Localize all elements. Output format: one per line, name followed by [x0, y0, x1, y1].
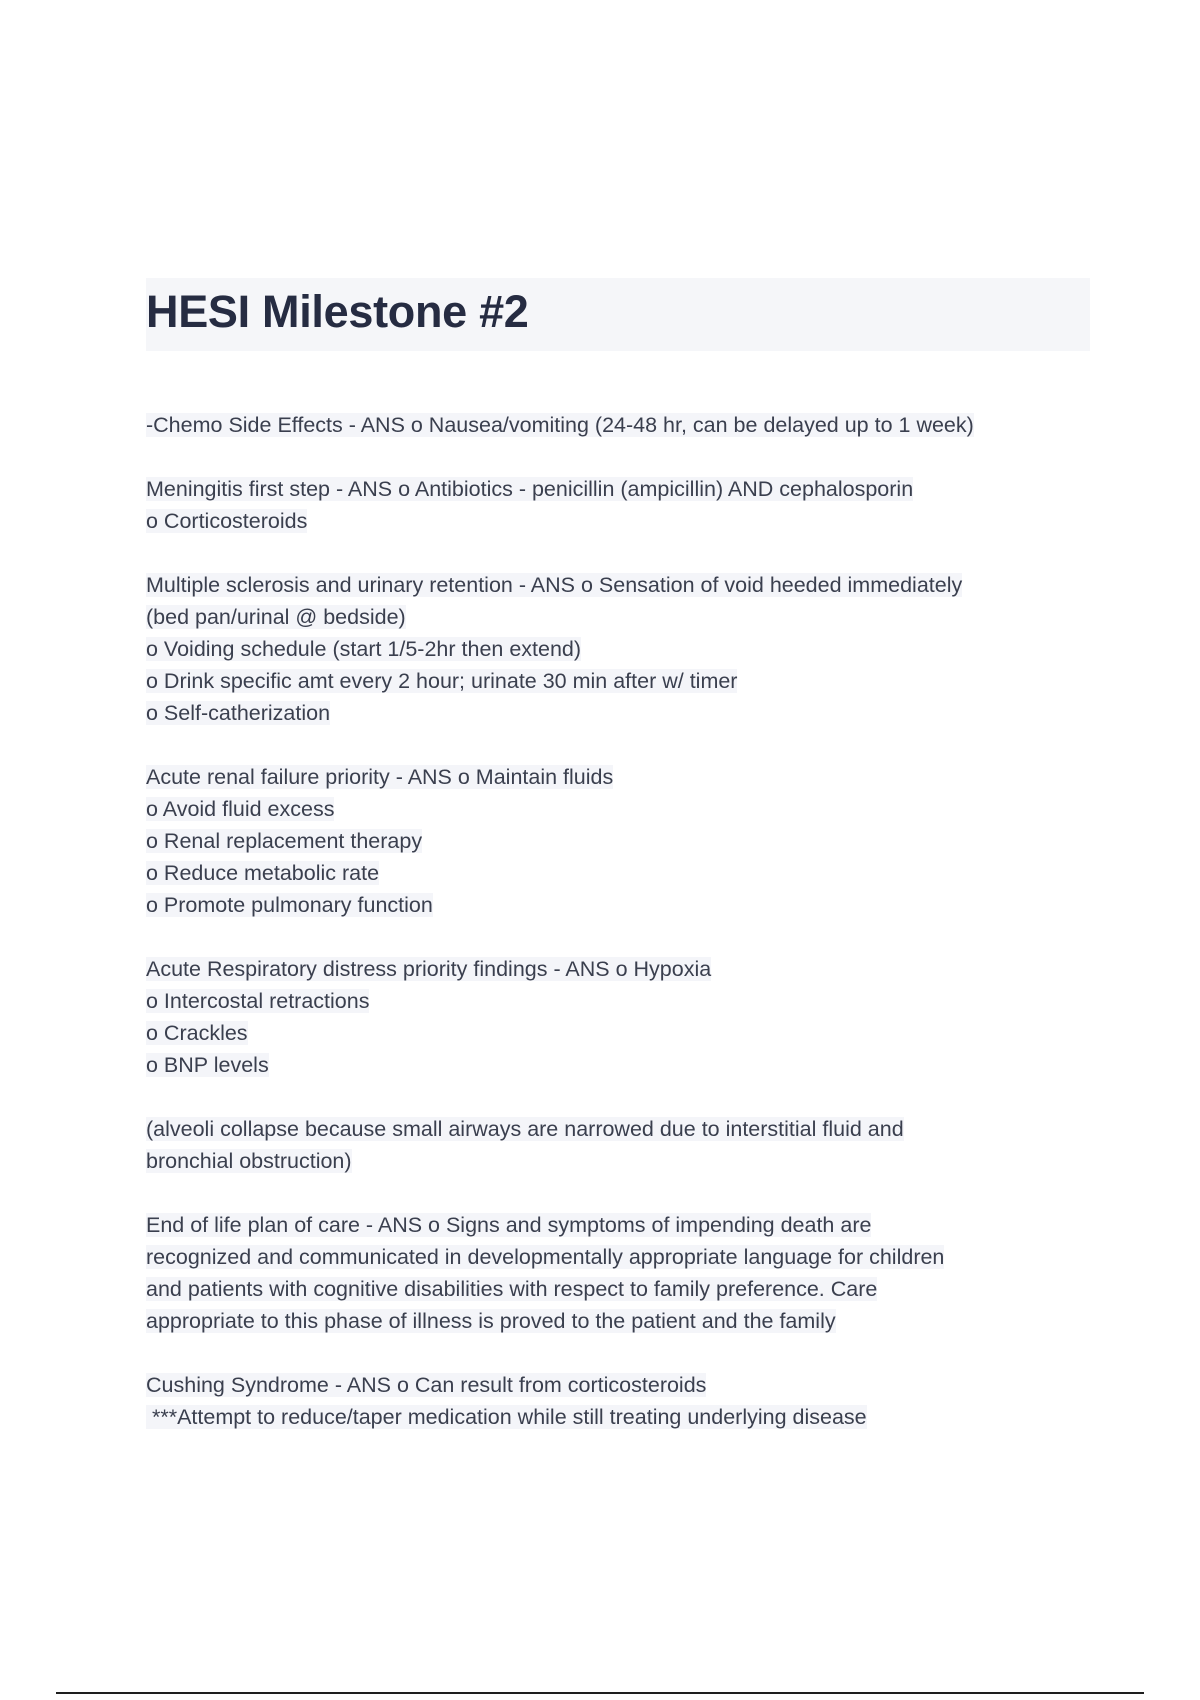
entry-line: Acute renal failure priority - ANS o Maintain fluids	[146, 765, 614, 789]
qa-entry-end-of-life-care	[146, 1209, 1090, 1337]
entry-line: ***Attempt to reduce/taper medication while still treating underlying disease	[146, 1405, 867, 1429]
entry-line: o Voiding schedule (start 1/5-2hr then extend)	[146, 637, 582, 661]
entry-line: o Corticosteroids	[146, 509, 308, 533]
entry-line: Acute Respiratory distress priority findings - ANS o Hypoxia	[146, 957, 712, 981]
qa-entry-cushing-syndrome	[146, 1369, 1090, 1433]
entry-line: and patients with cognitive disabilities with respect to family preference. Care	[146, 1277, 878, 1301]
entry-line: o Reduce metabolic rate	[146, 861, 380, 885]
entry-line: o Promote pulmonary function	[146, 893, 433, 917]
entry-line: o BNP levels	[146, 1053, 269, 1077]
qa-entry-chemo-side-effects	[146, 409, 1090, 441]
qa-entry-multiple-sclerosis	[146, 569, 1090, 729]
entry-line: o Self-catherization	[146, 701, 331, 725]
entry-line: o Intercostal retractions	[146, 989, 370, 1013]
entry-line: recognized and communicated in developmentally appropriate language for children	[146, 1245, 945, 1269]
qa-entry-acute-renal-failure	[146, 761, 1090, 921]
page-bottom-rule	[56, 1692, 1144, 1694]
document-body	[146, 409, 1090, 1465]
page-title: HESI Milestone #2	[146, 286, 529, 337]
entry-line: End of life plan of care - ANS o Signs and symptoms of impending death are	[146, 1213, 872, 1237]
qa-entry-acute-respiratory-distress	[146, 953, 1090, 1081]
entry-line: (bed pan/urinal @ bedside)	[146, 605, 406, 629]
entry-line: (alveoli collapse because small airways are narrowed due to interstitial fluid and	[146, 1117, 904, 1141]
entry-line: o Avoid fluid excess	[146, 797, 335, 821]
title-block	[146, 278, 1090, 351]
qa-entry-meningitis	[146, 473, 1090, 537]
entry-line: o Drink specific amt every 2 hour; urinate 30 min after w/ timer	[146, 669, 738, 693]
note-alveoli-collapse	[146, 1113, 1090, 1177]
entry-line: Multiple sclerosis and urinary retention - ANS o Sensation of void heeded immediately	[146, 573, 963, 597]
entry-line: o Crackles	[146, 1021, 248, 1045]
entry-line: Meningitis first step - ANS o Antibiotics - penicillin (ampicillin) AND cephalosporin	[146, 477, 914, 501]
entry-line: -Chemo Side Effects - ANS o Nausea/vomiting (24-48 hr, can be delayed up to 1 week)	[146, 413, 974, 437]
entry-line: o Renal replacement therapy	[146, 829, 423, 853]
entry-line: bronchial obstruction)	[146, 1149, 352, 1173]
entry-line: appropriate to this phase of illness is proved to the patient and the family	[146, 1309, 836, 1333]
entry-line: Cushing Syndrome - ANS o Can result from corticosteroids	[146, 1373, 707, 1397]
